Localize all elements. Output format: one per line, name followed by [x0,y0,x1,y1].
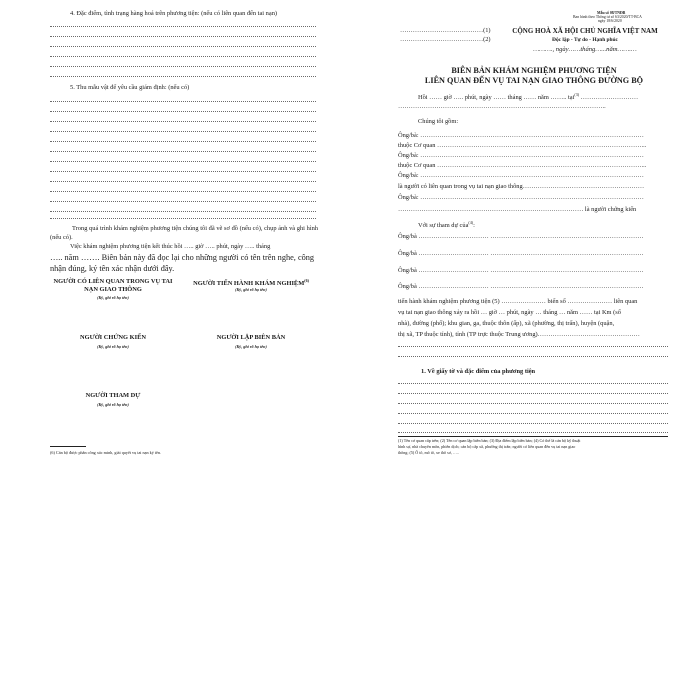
nation-motto: Độc lập - Tự do - Hạnh phúc [552,37,618,43]
participant-line: Ông/bà …………………………… ……………………………………………………………… [398,250,644,257]
time-location-end: ……………………… [579,94,639,102]
form-issued: Ban hành theo Thông tư số 63/2020/TT-BCA [573,15,642,19]
signature-participant-title: NGƯỜI THAM DỰ [85,392,141,399]
signature-inspector-label: NGƯỜI TIẾN HÀNH KHÁM NGHIỆM [193,280,305,288]
right-footnote-divider [398,436,668,437]
signature-inspector-title [176,278,326,287]
participant-line: Ông/bà …………………………… ……………………………………………………………… [398,283,644,290]
footnote-divider [50,446,86,447]
left-footnote: (6) Cán bộ được phân công xác minh, giải quyết vụ tai nạn ký tên. [50,450,162,455]
time-location-line2: …………………………………………………………………………………….. [398,103,606,110]
place-date: ………., ngày……tháng…...năm…….… [533,46,637,53]
body-paragraph-2b: ….. năm ……. Biên bản này đã đọc lại cho những người có tên trên nghe, công nhận đúng, ký tên xác nhận dưới đây. [50,253,315,273]
section-1-heading: 1. Về giấy tờ và đặc điểm của phương tiện [421,368,536,375]
body-paragraph-1: Trong quá trình khám nghiệm phương tiện chúng tôi đã vẽ sơ đồ (nếu có), chụp ảnh và ghi hình (nếu có). [50,225,318,242]
participants-sup: (4) [468,220,474,225]
signature-recorder-note: (Ký, ghi rõ họ tên) [235,344,267,349]
signature-involved-note: (Ký, ghi rõ họ tên) [97,295,129,300]
nation-header: CỘNG HOÀ XÃ HỘI CHỦ NGHĨA VIỆT NAM [512,27,658,35]
paragraph-line: nhà), đường (phố); khu gian, ga, thuộc thôn (ấp), xã (phường, thị trấn), huyện (quận, [398,320,615,327]
paragraph-line: vụ tai nạn giao thông xảy ra hồi … giờ … phút, ngày … tháng … năm …… tại Km (số [398,309,621,316]
member-line: thuộc Cơ quan ……………………………………………………………………………………... [398,142,647,149]
signature-witness-title: NGƯỜI CHỨNG KIẾN [80,334,146,341]
right-footnote-line: hình sự, nhà chuyên môn, phiên dịch; cán bộ cấp xã, phường thị trấn; người có liên quan đến vụ tai nạn giao [398,444,576,449]
participant-line: Ông/bà …………………………… ……………………………………………………………… [398,233,644,240]
member-line: Ông/bà: …………………………………………………………………………………………… [398,132,644,139]
we-are-heading: Chúng tôi gồm: [418,118,459,125]
body-paragraph-2a: Việc khám nghiệm phương tiện kết thúc hồi ….. giờ ….. phút, ngày ….. tháng [70,243,271,250]
member-line: Ông/bà: …………………………………………………………………………………………… [398,152,644,159]
participants-intro: Với sự tham dự của [418,222,469,230]
org-parent: …………………………………(1) [400,27,491,34]
signature-participant-note: (Ký, ghi rõ họ tên) [97,402,129,407]
signature-witness-note: (Ký, ghi rõ họ tên) [97,344,129,349]
witness-line: …………………………………………………………………………… là người chứng kiến [398,206,637,213]
member-line: Ông/bà: …………………………………………………………………………………………… [398,194,644,201]
section-5-heading: 5. Thu mẫu vật để yêu cầu giám định: (nếu có) [70,84,190,91]
time-location-line [418,93,638,102]
signature-inspector-note: (Ký, ghi rõ họ tên) [235,287,267,292]
time-location-text: Hồi …… giờ ….. phút, ngày …… tháng …… năm …….. tại [418,94,575,102]
form-date: ngày 18/6/2020 [598,19,622,23]
org-issuer: …………………………………(2) [400,36,491,43]
signature-involved-title: NGƯỜI CÓ LIÊN QUAN TRONG VỤ TAI NẠN GIAO THÔNG [53,278,173,293]
doc-title-line1: BIÊN BẢN KHÁM NGHIỆM PHƯƠNG TIỆN [451,66,617,75]
participants-heading: Với sự tham dự của$^{(4)}$: [418,220,475,230]
signature-inspector-sup: (6) [304,278,309,283]
right-footnote-line: thông; (5) Ô tô, mô tô, xe thô sơ, ….. [398,450,460,455]
paragraph-line: thị xã, TP thuộc tỉnh), tỉnh (TP trực thuộc Trung ương)………………………………………… [398,331,640,338]
right-footnote-line: (1) Tên cơ quan cấp trên; (2) Tên cơ quan lập biên bản; (3) Địa điểm lập biên bản; (4) Có thể là cán bộ kỹ thuật [398,438,581,443]
participant-line: Ông/bà …………………………… ……………………………………………………………… [398,267,644,274]
signature-recorder-title: NGƯỜI LẬP BIÊN BẢN [216,334,286,341]
member-line: Ông/bà: …………………………………………………………………………………………… [398,172,644,179]
doc-title-line2: LIÊN QUAN ĐẾN VỤ TAI NẠN GIAO THÔNG ĐƯỜNG BỘ [424,76,644,85]
member-line: thuộc Cơ quan ……………………………………………………………………………………... [398,162,647,169]
form-code: Mẫu số 08/TNĐB [597,11,626,15]
time-location-sup: (3) [574,92,580,97]
paragraph-line: tiến hành khám nghiệm phương tiện (5) ………………… biển số ………………… liên quan [398,298,638,305]
section-4-heading: 4. Đặc điểm, tình trạng hàng hoá trên phương tiện: (nếu có liên quan đến tai nạn) [70,10,278,17]
member-line: là người có liên quan trong vụ tai nạn giao thông………………………………………………… [398,183,645,190]
